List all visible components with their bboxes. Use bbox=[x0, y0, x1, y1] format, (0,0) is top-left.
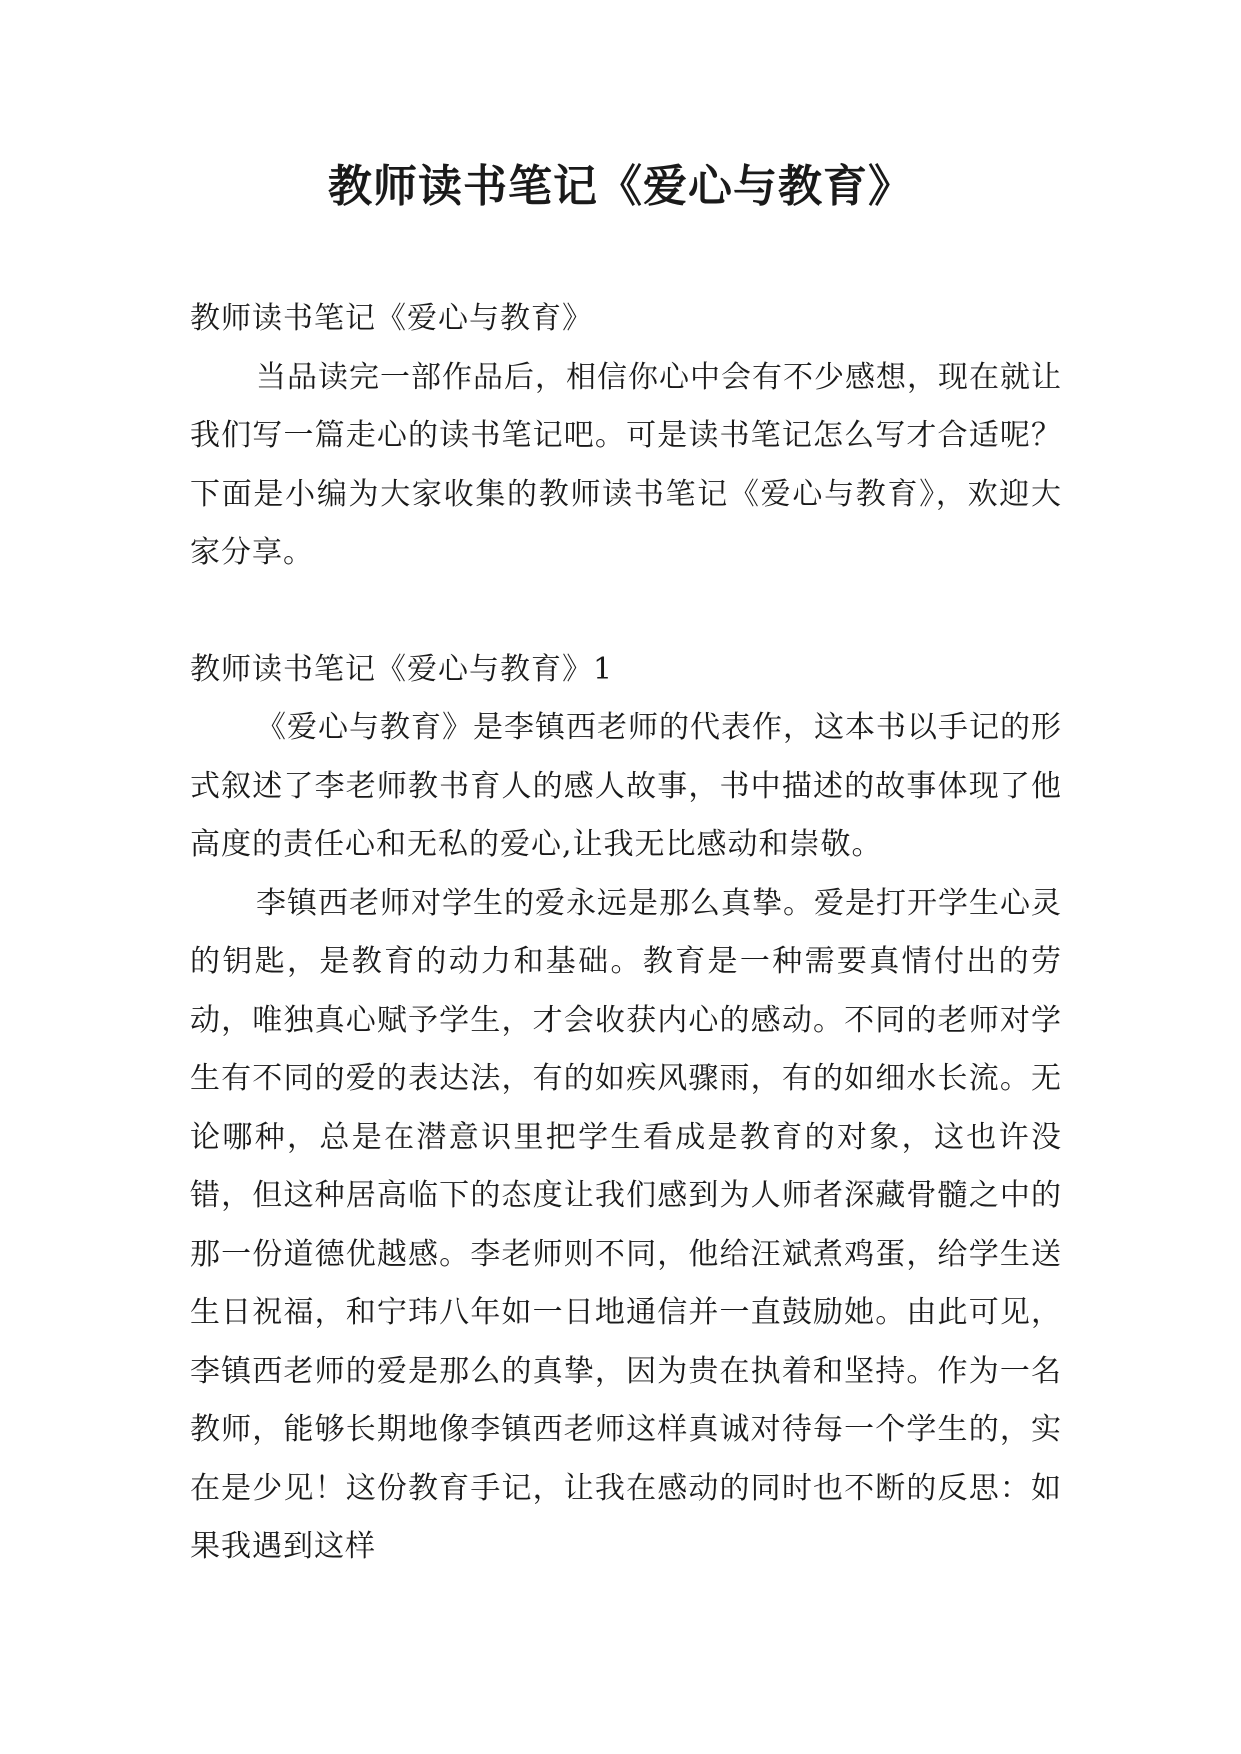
intro-paragraph: 当品读完一部作品后，相信你心中会有不少感想，现在就让我们写一篇走心的读书笔记吧。可是读书笔记怎么写才合适呢？下面是小编为大家收集的教师读书笔记《爱心与教育》，欢迎大家分享。 bbox=[190, 359, 1062, 570]
section-spacer bbox=[190, 583, 1062, 641]
intro-heading: 教师读书笔记《爱心与教育》 bbox=[190, 301, 593, 336]
section-heading: 教师读书笔记《爱心与教育》1 bbox=[190, 651, 614, 687]
document-title: 教师读书笔记《爱心与教育》 bbox=[328, 161, 913, 212]
body-paragraph: 《爱心与教育》是李镇西老师的代表作，这本书以手记的形式叙述了李老师教书育人的感人故事，书中描述的故事体现了他高度的责任心和无私的爱心,让我无比感动和崇敬。 bbox=[190, 710, 1062, 862]
body-paragraph: 李镇西老师对学生的爱永远是那么真挚。爱是打开学生心灵的钥匙，是教育的动力和基础。教育是一种需要真情付出的劳动，唯独真心赋予学生，才会收获内心的感动。不同的老师对学生有不同的爱的表达法，有的如疾风骤雨，有的如细水长流。无论哪种，总是在潜意识里把学生看成是教育的对象，这也许没错，但这种居高临下的态度让我们感到为人师者深藏骨髓之中的那一份道德优越感。李老师则不同，他给汪斌煮鸡蛋，给学生送生日祝福，和宁玮八年如一日地通信并一直鼓励她。由此可见，李镇西老师的爱是那么的真挚，因为贵在执着和坚持。作为一名教师，能够长期地像李镇西老师这样真诚对待每一个学生的，实在是少见！这份教育手记，让我在感动的同时也不断的反思：如果我遇到这样 bbox=[190, 885, 1062, 1564]
document-body bbox=[190, 290, 1062, 1577]
